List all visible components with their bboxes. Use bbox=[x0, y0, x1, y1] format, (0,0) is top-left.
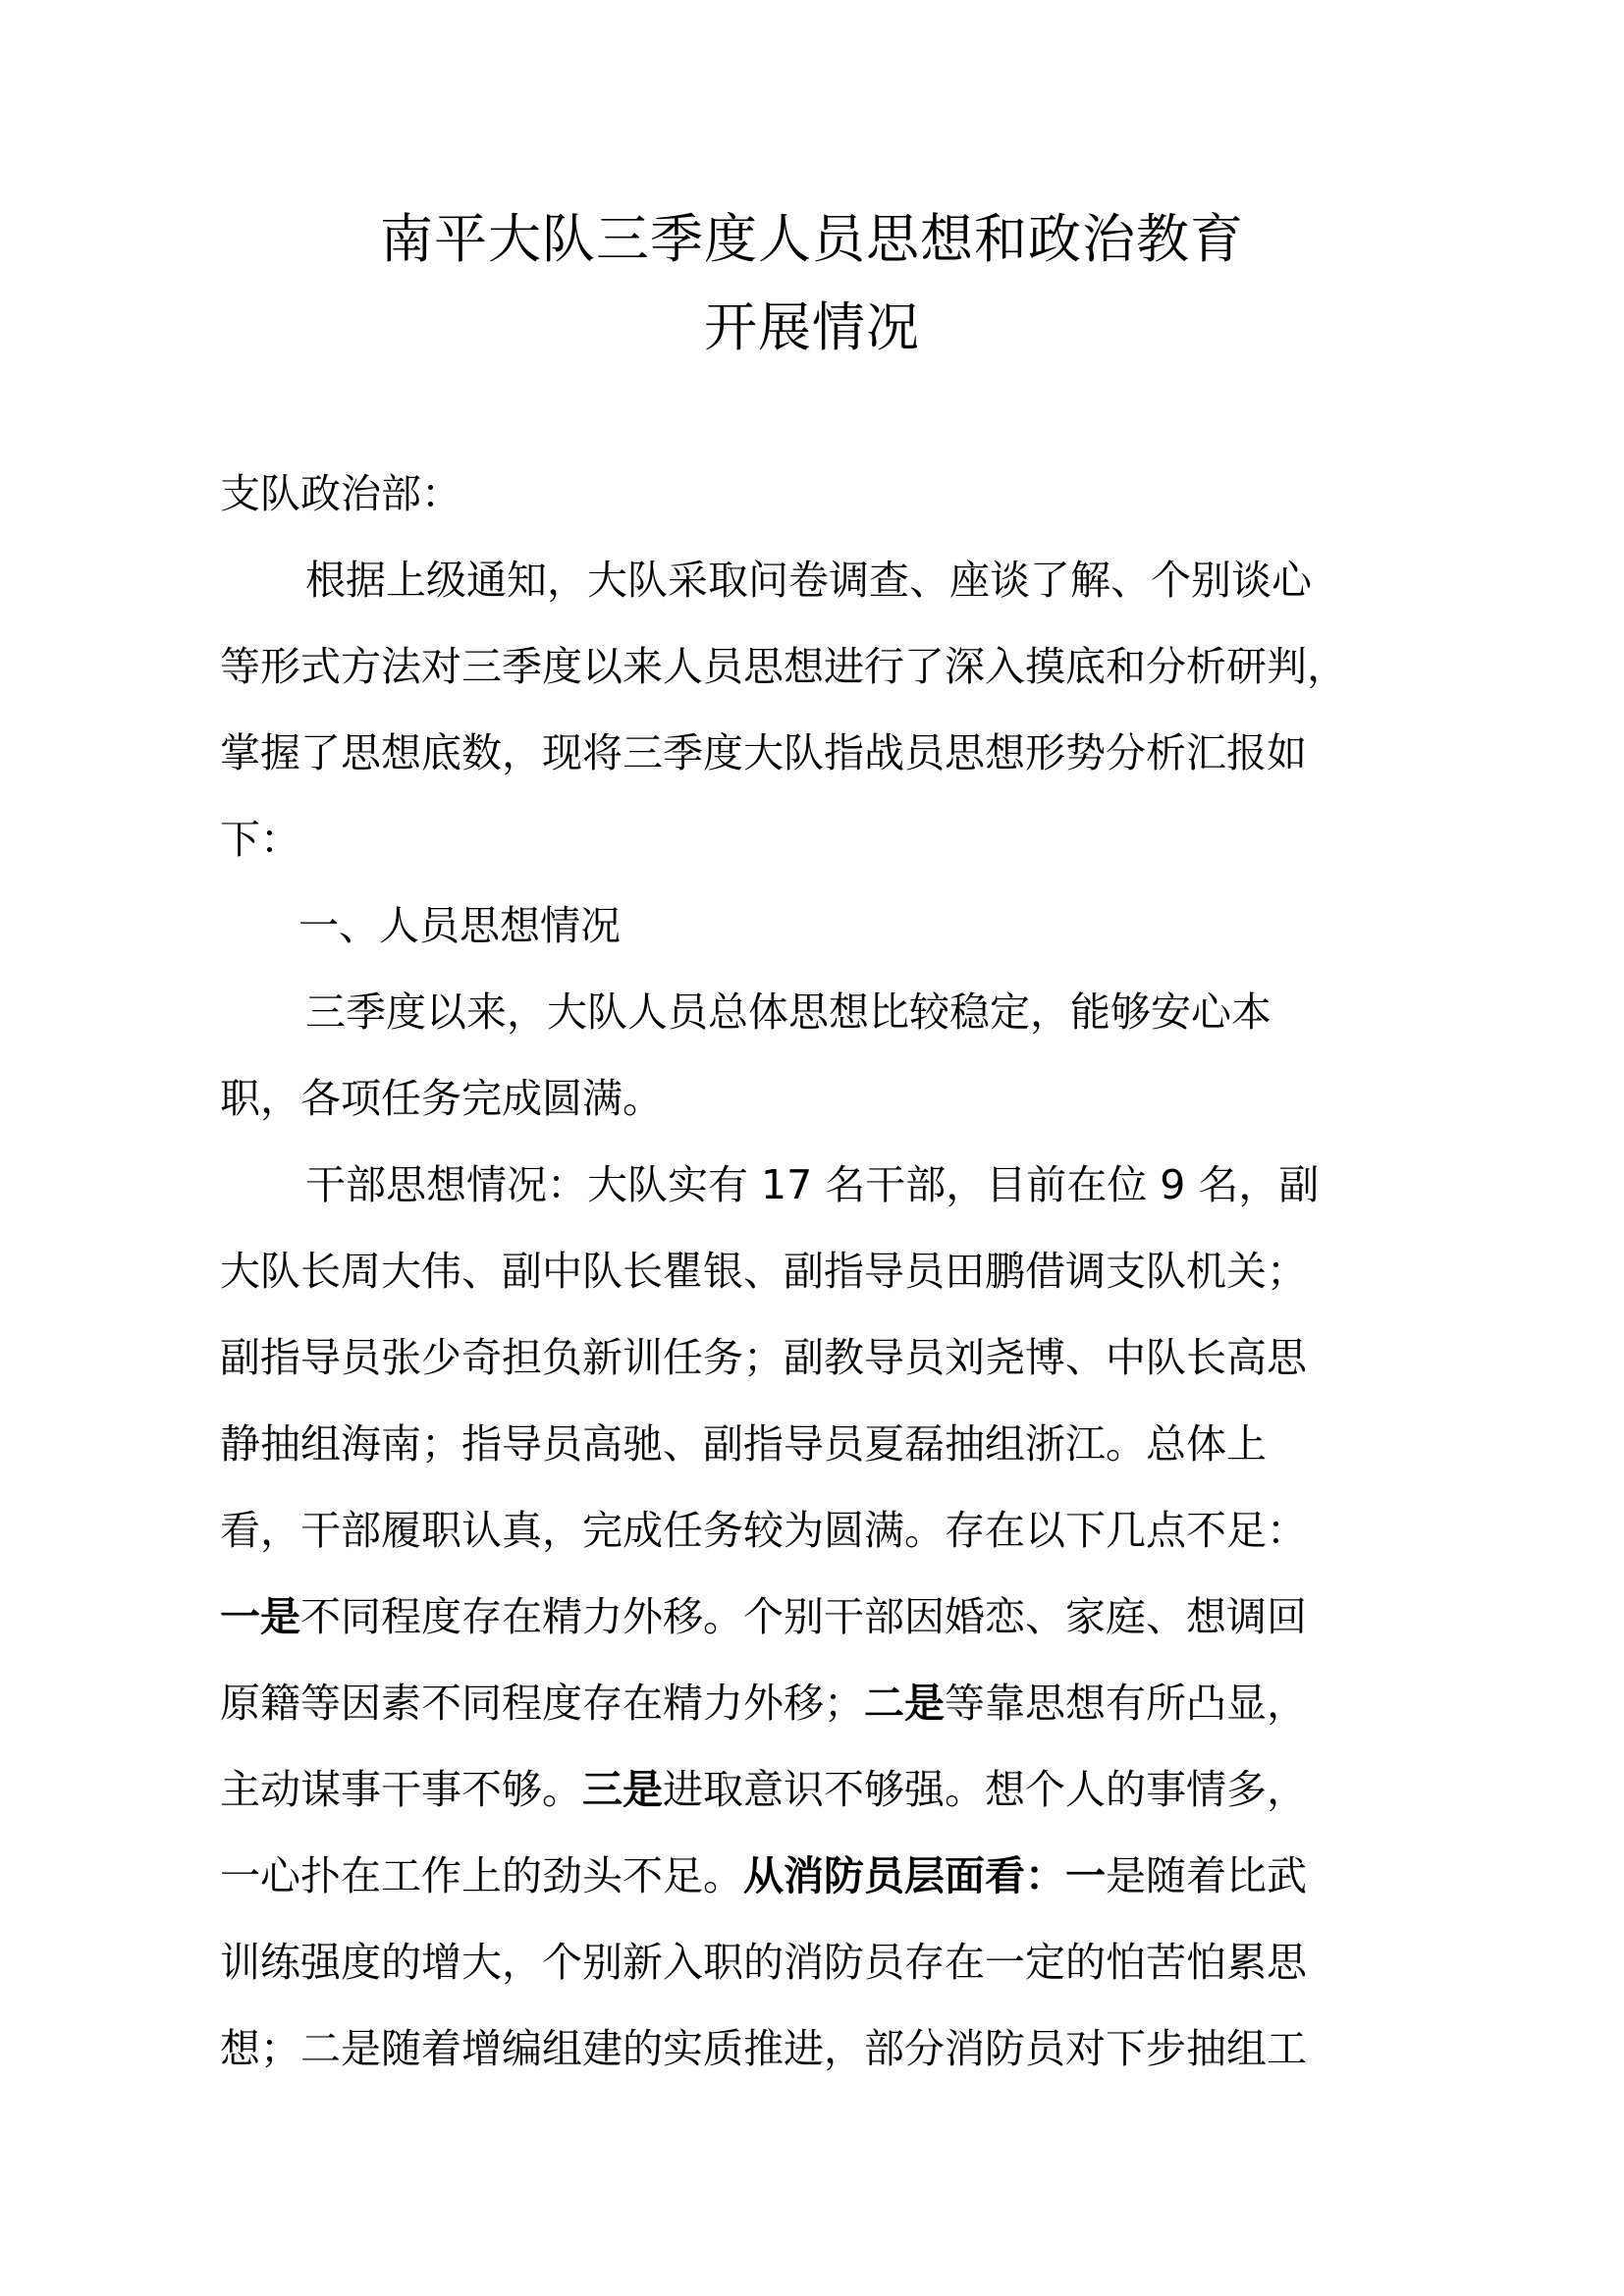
body-line: 训练强度的增大，个别新入职的消防员存在一定的怕苦怕累思 bbox=[220, 1939, 1307, 1986]
body-text: 一心扑在工作上的劲头不足。 bbox=[220, 1852, 743, 1899]
salutation: 支队政治部： bbox=[220, 470, 461, 517]
bold-marker: 二是 bbox=[864, 1680, 945, 1727]
bold-marker: 从消防员层面看：一 bbox=[743, 1852, 1106, 1899]
body-text: 原籍等因素不同程度存在精力外移； bbox=[220, 1680, 864, 1727]
body-text: 进取意识不够强。想个人的事情多， bbox=[663, 1766, 1307, 1813]
body-text: 主动谋事干事不够。 bbox=[220, 1766, 582, 1813]
body-text: 是随着比武 bbox=[1106, 1852, 1307, 1899]
body-text: 不同程度存在精力外移。个别干部因婚恋、家庭、想调回 bbox=[300, 1593, 1307, 1640]
body-line: 看，干部履职认真，完成任务较为圆满。存在以下几点不足： bbox=[220, 1507, 1307, 1554]
body-line bbox=[220, 1846, 1307, 1905]
body-line: 职，各项任务完成圆满。 bbox=[220, 1075, 663, 1122]
bold-marker: 一是 bbox=[220, 1593, 300, 1640]
body-line: 下： bbox=[220, 816, 300, 863]
body-line bbox=[220, 1674, 1307, 1733]
body-line: 副指导员张少奇担负新训任务；副教导员刘尧博、中队长高思 bbox=[220, 1334, 1307, 1381]
body-line: 想；二是随着增编组建的实质推进，部分消防员对下步抽组工 bbox=[220, 2025, 1307, 2072]
body-line: 掌握了思想底数，现将三季度大队指战员思想形势分析汇报如 bbox=[220, 729, 1307, 776]
body-line: 干部思想情况：大队实有 17 名干部，目前在位 9 名，副 bbox=[305, 1161, 1320, 1208]
document-title-line-1: 南平大队三季度人员思想和政治教育 bbox=[380, 208, 1244, 270]
bold-marker: 三是 bbox=[582, 1766, 663, 1813]
body-line: 三季度以来，大队人员总体思想比较稳定，能够安心本 bbox=[305, 988, 1272, 1036]
body-line: 静抽组海南；指导员高驰、副指导员夏磊抽组浙江。总体上 bbox=[220, 1420, 1267, 1468]
body-line: 根据上级通知，大队采取问卷调查、座谈了解、个别谈心 bbox=[305, 557, 1312, 604]
section-heading: 一、人员思想情况 bbox=[298, 902, 621, 949]
body-line: 等形式方法对三季度以来人员思想进行了深入摸底和分析研判， bbox=[220, 643, 1347, 690]
body-line bbox=[220, 1587, 1307, 1646]
body-line: 大队长周大伟、副中队长瞿银、副指导员田鹏借调支队机关； bbox=[220, 1248, 1307, 1295]
body-line bbox=[220, 1760, 1307, 1819]
body-text: 等靠思想有所凸显， bbox=[945, 1680, 1307, 1727]
document-title-line-2: 开展情况 bbox=[704, 296, 920, 358]
